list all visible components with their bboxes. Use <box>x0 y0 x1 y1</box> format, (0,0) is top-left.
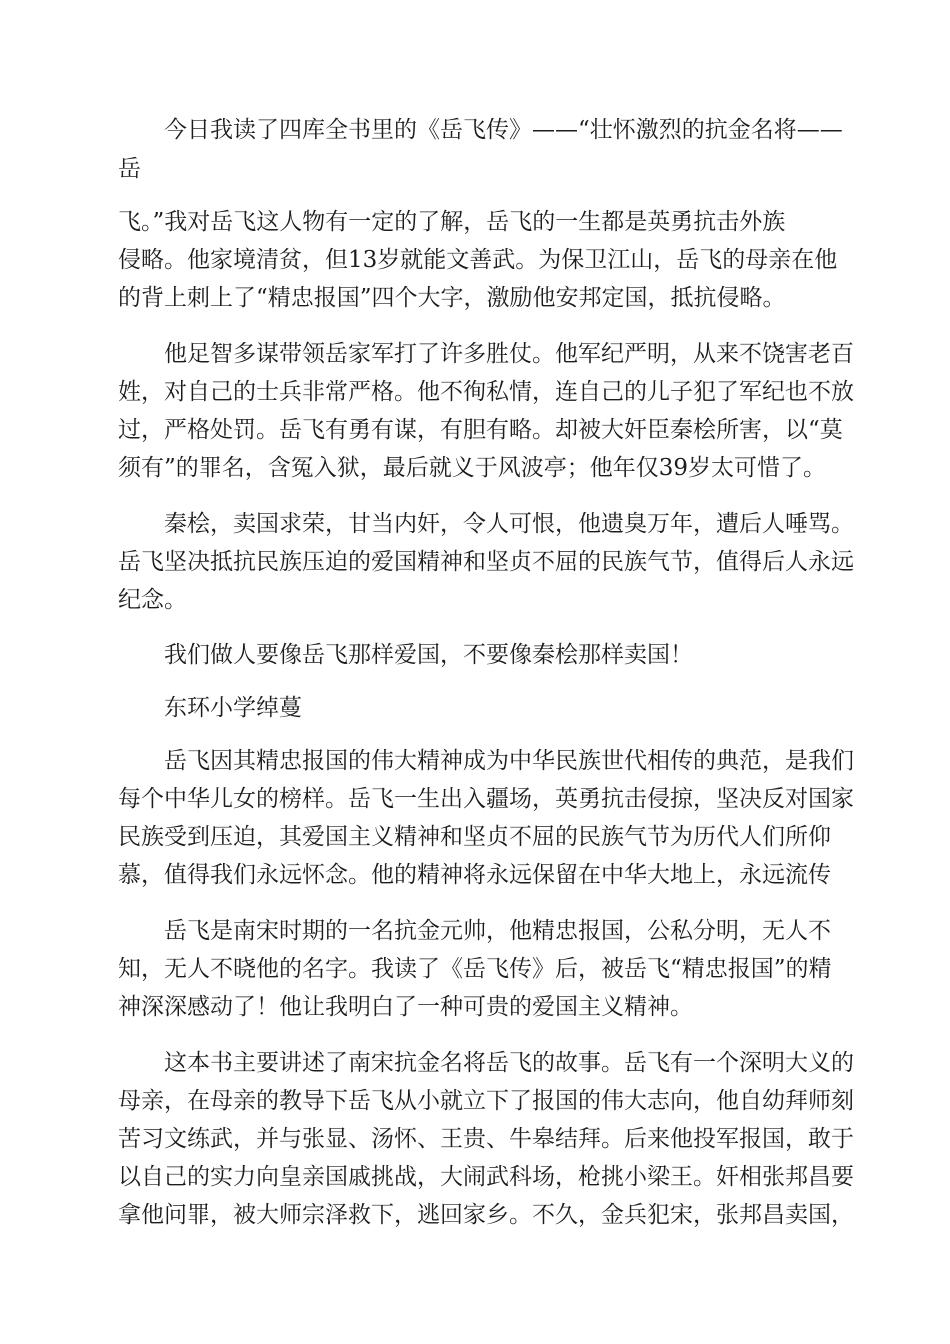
text-line: 苦习文练武，并与张显、汤怀、王贵、牛皋结拜。后来他投军报国，敢于 <box>118 1126 854 1152</box>
text-line: 母亲，在母亲的教导下岳飞从小就立下了报国的伟大志向，他自幼拜师刻 <box>118 1088 854 1114</box>
text-line: 岳飞因其精忠报国的伟大精神成为中华民族世代相传的典范，是我们 <box>164 748 854 774</box>
text-line: 我们做人要像岳飞那样爱国，不要像秦桧那样卖国！ <box>164 642 693 668</box>
text-line: 侵略。他家境清贫，但13岁就能文善武。为保卫江山，岳飞的母亲在他 <box>118 247 838 273</box>
text-line: 须有”的罪名，含冤入狱，最后就义于风波亭；他年仅39岁太可惜了。 <box>118 455 827 481</box>
text-line: 慕，值得我们永远怀念。他的精神将永远保留在中华大地上，永远流传 <box>118 862 831 888</box>
text-line: 每个中华儿女的榜样。岳飞一生出入疆场，英勇抗击侵掠，坚决反对国家 <box>118 786 854 812</box>
text-line: 今日我读了四库全书里的《岳飞传》——“壮怀激烈的抗金名将—— <box>164 117 843 143</box>
text-line: 知，无人不晓他的名字。我读了《岳飞传》后，被岳飞“精忠报国”的精 <box>118 956 832 982</box>
text-line: 他足智多谋带领岳家军打了许多胜仗。他军纪严明，从来不饶害老百 <box>164 341 854 367</box>
text-line: 岳 <box>118 156 141 182</box>
text-line: 岳飞是南宋时期的一名抗金元帅，他精忠报国，公私分明，无人不 <box>164 918 831 944</box>
text-line: 以自己的实力向皇亲国戚挑战，大闹武科场，枪挑小梁王。奸相张邦昌要 <box>118 1164 854 1190</box>
author-line: 东环小学绰蔓 <box>164 695 302 721</box>
text-line: 飞。”我对岳飞这人物有一定的了解，岳飞的一生都是英勇抗击外族 <box>118 209 786 235</box>
text-line: 拿他问罪，被大师宗泽救下，逃回家乡。不久，金兵犯宋，张邦昌卖国， <box>118 1202 854 1228</box>
text-line: 过，严格处罚。岳飞有勇有谋，有胆有略。却被大奸臣秦桧所害，以“莫 <box>118 417 843 443</box>
text-line: 纪念。 <box>118 587 187 613</box>
text-line: 的背上刺上了“精忠报国”四个大字，激励他安邦定国，抵抗侵略。 <box>118 285 786 311</box>
text-line: 民族受到压迫，其爱国主义精神和坚贞不屈的民族气节为历代人们所仰 <box>118 824 831 850</box>
text-line: 秦桧，卖国求荣，甘当内奸，令人可恨，他遗臭万年，遭后人唾骂。 <box>164 511 854 537</box>
text-line: 姓，对自己的士兵非常严格。他不徇私情，连自己的儿子犯了军纪也不放 <box>118 379 854 405</box>
text-line: 岳飞坚决抵抗民族压迫的爱国精神和坚贞不屈的民族气节，值得后人永远 <box>118 549 854 575</box>
text-line: 神深深感动了！他让我明白了一种可贵的爱国主义精神。 <box>118 994 693 1020</box>
text-line: 这本书主要讲述了南宋抗金名将岳飞的故事。岳飞有一个深明大义的 <box>164 1050 854 1076</box>
